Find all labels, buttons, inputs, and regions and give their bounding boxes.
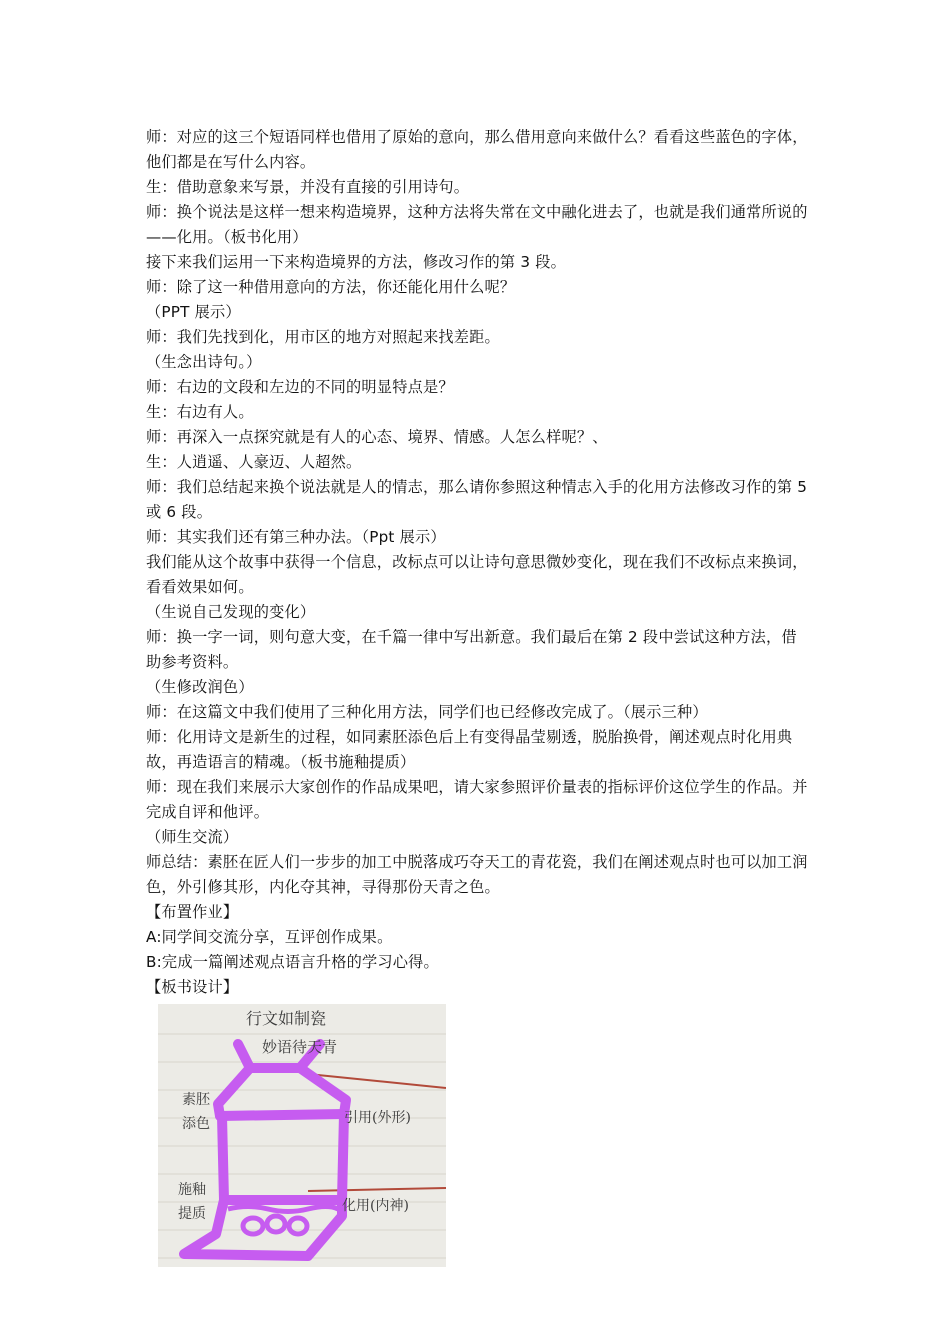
paragraph: 师：化用诗文是新生的过程，如同素胚添色后上有变得晶莹剔透，脱胎换骨，阐述观点时化用典故，再造语言的精魂。（板书施釉提质） xyxy=(146,728,793,771)
paragraph: （师生交流） xyxy=(146,828,239,846)
board-design-photo xyxy=(158,1004,446,1267)
paragraph: 师：我们总结起来换个说法就是人的情志，那么请你参照这种情志入手的化用方法修改习作的第 5 或 6 段。 xyxy=(146,478,808,521)
left-label-top-1: 素胚 xyxy=(182,1092,210,1108)
paragraph: 师：在这篇文中我们使用了三种化用方法，同学们也已经修改完成了。（展示三种） xyxy=(146,703,708,721)
paragraph: 我们能从这个故事中获得一个信息，改标点可以让诗句意思微妙变化，现在我们不改标点来换词，看看效果如何。 xyxy=(146,553,808,596)
paragraph: A:同学间交流分享，互评创作成果。 xyxy=(146,928,393,946)
paragraph: 师：其实我们还有第三种办法。（Ppt 展示） xyxy=(146,528,446,546)
paragraph: 师总结：素胚在匠人们一步步的加工中脱落成巧夺天工的青花瓷，我们在阐述观点时也可以加工润色，外引修其形，内化夺其神，寻得那份天青之色。 xyxy=(146,853,808,896)
board-title-line2: 妙语待天青 xyxy=(262,1038,338,1056)
document-page xyxy=(146,125,810,1267)
paragraph: 师：再深入一点探究就是有人的心态、境界、情感。人怎么样呢？、 xyxy=(146,428,608,446)
paragraph: 师：我们先找到化，用市区的地方对照起来找差距。 xyxy=(146,328,500,346)
paragraph: （PPT 展示） xyxy=(146,303,241,321)
paragraph: 接下来我们运用一下来构造境界的方法，修改习作的第 3 段。 xyxy=(146,253,566,271)
left-label-top-2: 添色 xyxy=(182,1116,210,1132)
lesson-transcript xyxy=(146,125,810,1000)
paragraph: （生说自己发现的变化） xyxy=(146,603,316,621)
paragraph: B:完成一篇阐述观点语言升格的学习心得。 xyxy=(146,953,439,971)
paragraph: 师：对应的这三个短语同样也借用了原始的意向，那么借用意向来做什么？看看这些蓝色的字体，他们都是在写什么内容。 xyxy=(146,128,808,171)
paragraph: 生：借助意象来写景，并没有直接的引用诗句。 xyxy=(146,178,470,196)
board-sketch xyxy=(158,1004,446,1267)
paragraph: 师：换一字一词，则句意大变，在千篇一律中写出新意。我们最后在第 2 段中尝试这种方法，借助参考资料。 xyxy=(146,628,797,671)
left-label-bottom-2: 提质 xyxy=(178,1206,206,1222)
paragraph: （生念出诗句。） xyxy=(146,353,262,371)
paragraph: 【布置作业】 xyxy=(146,903,239,921)
paragraph: 【板书设计】 xyxy=(146,978,239,996)
left-label-bottom-1: 施釉 xyxy=(178,1182,206,1198)
paragraph: 生：右边有人。 xyxy=(146,403,254,421)
right-label-bottom: 化用(内神) xyxy=(342,1198,409,1214)
paragraph: 师：右边的文段和左边的不同的明显特点是？ xyxy=(146,378,454,396)
paragraph: 师：现在我们来展示大家创作的作品成果吧，请大家参照评价量表的指标评价这位学生的作品。并完成自评和他评。 xyxy=(146,778,808,821)
board-title-line1: 行文如制瓷 xyxy=(246,1009,327,1028)
paragraph: 生：人逍遥、人豪迈、人超然。 xyxy=(146,453,362,471)
paragraph: （生修改润色） xyxy=(146,678,254,696)
paragraph: 师：除了这一种借用意向的方法，你还能化用什么呢？ xyxy=(146,278,516,296)
paragraph: 师：换个说法是这样一想来构造境界，这种方法将失常在文中融化进去了，也就是我们通常所说的——化用。（板书化用） xyxy=(146,203,808,246)
right-label-top: 引用(外形) xyxy=(344,1110,411,1126)
